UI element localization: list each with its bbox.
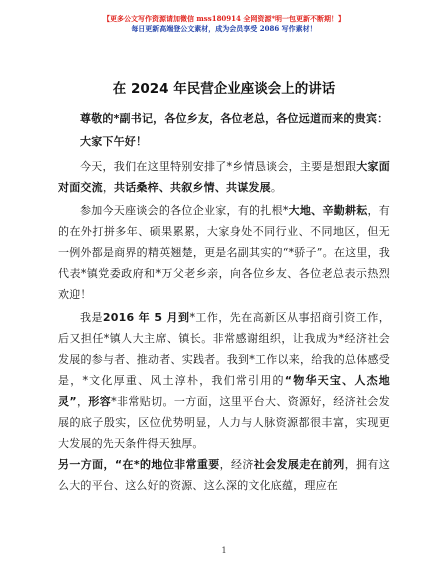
paragraph-3 xyxy=(58,307,390,454)
p3-bold-f: 形容 xyxy=(88,395,112,408)
promo-banner-line-1: 【更多公文写作资源请加微信 mss180914 全网资源*明一包更新不断期！】 xyxy=(102,14,346,23)
p4-bold-d: 社会发展走在前列 xyxy=(253,458,345,471)
p1-bold-d: 共话桑梓、共叙乡情、共谋发展 xyxy=(114,181,271,194)
p4-text-c: ，经济 xyxy=(219,458,254,471)
paragraph-4 xyxy=(58,454,390,496)
promo-banner xyxy=(0,14,448,34)
p3-text-g: *非常贴切。一方面，这里平台大、资源好，经济社会发展的底子殷实，区位优势明显，人力与人脉资源都很丰富，实现更大发展的先天条件得天独厚。 xyxy=(58,395,390,450)
p3-text-e: ， xyxy=(76,395,89,408)
p3-bold-d: “物华天宝、人杰地灵” xyxy=(58,374,390,408)
p2-bold-b: 大地、辛勤耕耘 xyxy=(288,204,368,217)
document-body xyxy=(58,80,390,496)
paragraph-2 xyxy=(58,200,390,305)
p4-text-e: ，拥有这么大的平台、这么好的资源、这么深的文化底蕴，理应在 xyxy=(58,458,391,492)
p3-text-c: *工作，先在高新区从事招商引资工作，后又担任*镇人大主席、镇长。非常感谢组织，让我成为*经济社会发展的参与者、推动者、实践者。我到*工作以来，给我的总体感受是，*文化厚重、风土淳朴，我们常引用的 xyxy=(58,311,390,387)
p2-text-c: ，有的在外打拼多年、硕果累累，大家身处不同行业、不同地区，但无一例外都是商界的精英翘楚，更是名副其实的“*骄子”。在这里，我代表*镇党委政府和*万父老乡亲，向各位乡友、各位老总表示热烈欢迎！ xyxy=(58,204,391,301)
p2-text-a: 参加今天座谈会的各位企业家，有的扎根* xyxy=(80,204,289,217)
salutation: 尊敬的*副书记，各位乡友，各位老总，各位远道而来的贵宾： xyxy=(80,112,389,125)
p1-text-e: 。 xyxy=(270,181,283,194)
promo-banner-line-2: 每日更新高端登公文素材，成为会员享受 2086 写作素材！ xyxy=(131,24,317,33)
page-number: 1 xyxy=(221,546,227,555)
p3-text-a: 我是 xyxy=(80,311,103,324)
p1-text-c: ， xyxy=(102,181,115,194)
p1-text-a: 今天，我们在这里特别安排了*乡情恳谈会，主要是想跟 xyxy=(80,160,357,173)
p4-bold-b: ，“在*的地位非常重要 xyxy=(103,458,220,471)
paragraph-1 xyxy=(58,156,390,198)
p1-bold-b: 大家面对面交流 xyxy=(58,160,390,194)
document-title: 在 2024 年民营企业座谈会上的讲话 xyxy=(112,81,336,97)
greeting: 大家下午好！ xyxy=(80,135,148,148)
p3-bold-b: 2016 年 5 月到 xyxy=(102,311,190,324)
p4-bold-a: 另一方面 xyxy=(58,458,104,471)
